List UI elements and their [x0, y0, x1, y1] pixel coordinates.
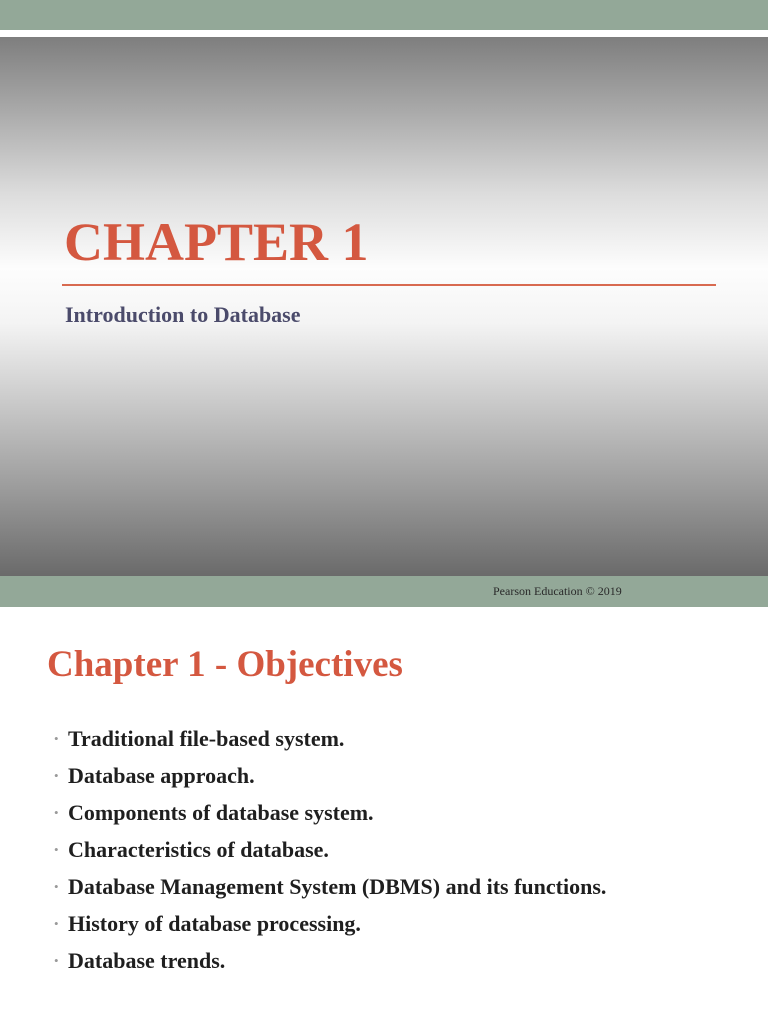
bullet-icon: • — [54, 842, 59, 857]
objectives-slide — [0, 607, 768, 1024]
bullet-icon: • — [54, 879, 59, 894]
objectives-title: Chapter 1 - Objectives — [47, 644, 403, 685]
copyright-footer: Pearson Education © 2019 — [493, 584, 622, 598]
objective-text: Database approach. — [68, 763, 255, 788]
objective-text: History of database processing. — [68, 911, 361, 936]
objective-text: Traditional file-based system. — [68, 726, 345, 751]
objective-item — [54, 909, 744, 938]
objective-item — [54, 872, 744, 901]
objective-item — [54, 835, 744, 864]
bullet-icon: • — [54, 731, 59, 746]
chapter-subtitle: Introduction to Database — [65, 302, 301, 327]
objective-text: Characteristics of database. — [68, 837, 329, 862]
objective-text: Database Management System (DBMS) and its functions. — [68, 874, 607, 899]
objective-text: Components of database system. — [68, 800, 374, 825]
bullet-icon: • — [54, 805, 59, 820]
objective-item — [54, 724, 744, 753]
bullet-icon: • — [54, 953, 59, 968]
objective-text: Database trends. — [68, 948, 226, 973]
objective-item — [54, 761, 744, 790]
top-band — [0, 0, 768, 30]
title-divider — [62, 284, 716, 286]
bullet-icon: • — [54, 768, 59, 783]
objective-item — [54, 946, 744, 975]
objectives-list — [54, 724, 744, 983]
chapter-title: CHAPTER 1 — [64, 212, 369, 272]
objective-item — [54, 798, 744, 827]
bullet-icon: • — [54, 916, 59, 931]
bottom-band — [0, 576, 768, 607]
